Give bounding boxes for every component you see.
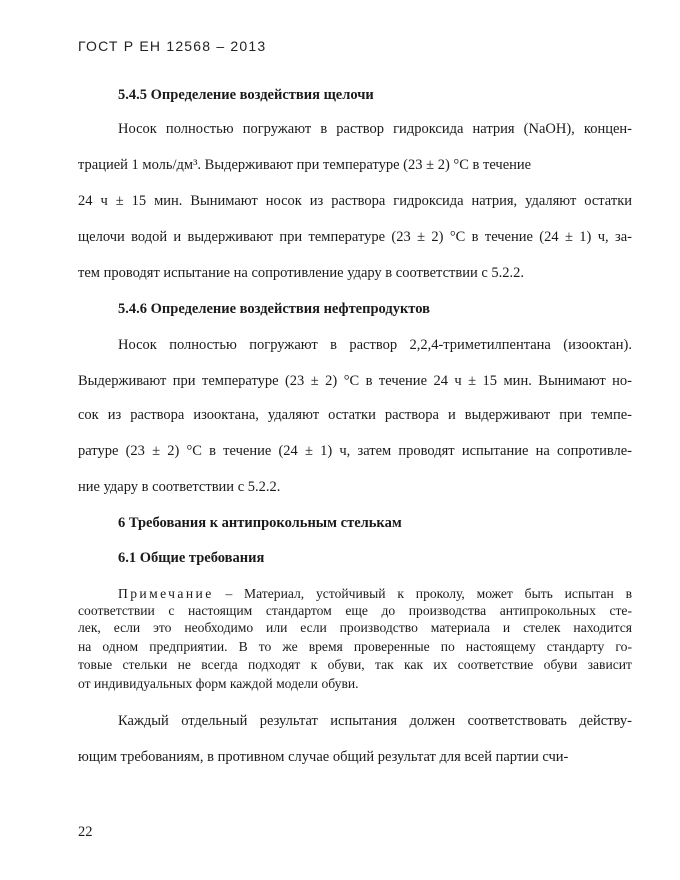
page-number: 22 bbox=[78, 824, 93, 840]
note-line: от индивидуальных форм каждой модели обуви. bbox=[78, 676, 359, 691]
paragraph-line: Носок полностью погружают в раствор 2,2,4-триметилпентана (изооктан). bbox=[118, 337, 632, 353]
paragraph-line: ние удару в соответствии с 5.2.2. bbox=[78, 479, 281, 495]
paragraph-line: ющим требованиям, в противном случае общий результат для всей партии счи- bbox=[78, 749, 569, 765]
section-6-heading: 6 Требования к антипрокольным стелькам bbox=[118, 515, 402, 531]
note-text: – Материал, устойчивый к проколу, может быть испытан в bbox=[213, 586, 632, 601]
paragraph-line: ратуре (23 ± 2) °С в течение (24 ± 1) ч, затем проводят испытание на сопротивле- bbox=[78, 443, 632, 459]
paragraph-line: сок из раствора изооктана, удаляют остатки раствора и выдерживают при темпе- bbox=[78, 407, 632, 423]
section-5-4-5-heading: 5.4.5 Определение воздействия щелочи bbox=[118, 87, 374, 103]
note-line: лек, если это необходимо или если производство материала и стелек находится bbox=[78, 620, 632, 635]
document-header: ГОСТ Р ЕН 12568 – 2013 bbox=[78, 38, 267, 54]
note-line: соответствии с настоящим стандартом еще до производства антипрокольных сте- bbox=[78, 603, 632, 618]
note-first-line bbox=[118, 585, 632, 602]
note-label: Примечание bbox=[118, 586, 214, 601]
note-line: на одном предприятии. В то же время проверенные по настоящему стандарту го- bbox=[78, 639, 632, 654]
section-6-1-heading: 6.1 Общие требования bbox=[118, 550, 265, 566]
paragraph-line: Каждый отдельный результат испытания должен соответствовать действу- bbox=[118, 713, 632, 729]
paragraph-line: 24 ч ± 15 мин. Вынимают носок из раствора гидроксида натрия, удаляют остатки bbox=[78, 193, 632, 209]
paragraph-line: трацией 1 моль/дм³. Выдерживают при температуре (23 ± 2) °С в течение bbox=[78, 157, 532, 173]
paragraph-line: Выдерживают при температуре (23 ± 2) °С в течение 24 ч ± 15 мин. Вынимают но- bbox=[78, 373, 632, 389]
section-5-4-6-heading: 5.4.6 Определение воздействия нефтепродуктов bbox=[118, 301, 430, 317]
paragraph-line: Носок полностью погружают в раствор гидроксида натрия (NaOH), концен- bbox=[118, 121, 632, 137]
paragraph-line: тем проводят испытание на сопротивление удару в соответствии с 5.2.2. bbox=[78, 265, 525, 281]
paragraph-line: щелочи водой и выдерживают при температуре (23 ± 2) °С в течение (24 ± 1) ч, за- bbox=[78, 229, 632, 245]
note-line: товые стельки не всегда подходят к обуви, так как их соответствие обуви зависит bbox=[78, 657, 632, 672]
